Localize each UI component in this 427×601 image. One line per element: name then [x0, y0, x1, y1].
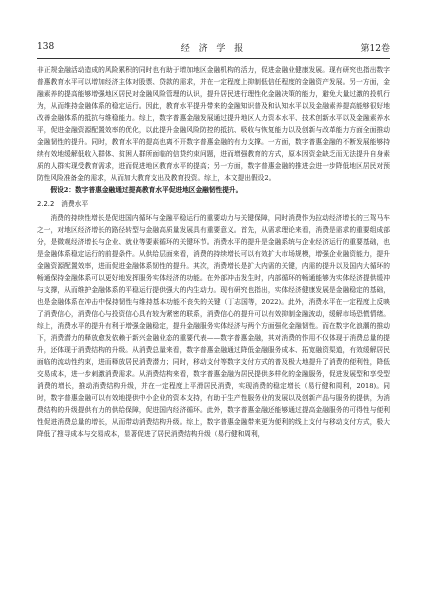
page-header [37, 39, 390, 59]
body-paragraph-1: 非正规金融活动造成的风险累积的同时也有助于增加地区金融机构的活力，促进金融业健康发展。现有研究也指出数字普惠教育水平可以增加经济主体对股票、贷款的需求，并在一定程度上抑制低信任程度的金融资产发展。另一方面，金融素养的提高能够增强地区居民对金融风险管理的认识，提升居民进行理性化金融决策的能力，避免大量过激的投机行为，从而维持金融体系的稳定运行。因此，教育水平提升带来的金融知识普及和认知水平以及金融素养提高能够很好地改善金融体系的抵抗与维稳能力。综上，数字普惠金融发展通过提升地区人力资本水平、技术创新水平以及金融素养水平，促进金融资源配置效率的优化，以此提升金融风险防控的抵抗、吸收与恢复能力以及创新与改革能力方面全面推动金融韧性的提升。同时，教育水平的提高也离不开数字普惠金融的有力支撑。一方面，数字普惠金融的不断发展能够持续有效地缓解低收入群体、贫困人群所面临的信贷约束问题，进而增强教育的方式，原本因资金缺乏而无法提升自身素质的人群实现受教育需求，进而促进地区教育水平的提高；另一方面，数字普惠金融的推进会进一步降低地区居民对预防性风险准备金的需求，从而加大教育支出及教育投资。综上，本文提出假设2。 [37, 66, 390, 182]
journal-title: 经 济 学 报 [180, 43, 247, 54]
body-paragraph-2: 消费的持续性增长是促进国内循环与金融平稳运行的重要动力与关键保障，同时消费作为拉动经济增长的三驾马车之一，对地区经济增长的路径转型与金融高质量发展具有重要意义。首先，从需求理论来看，消费是需求的重要组成部分，是微观经济增长与企业、就业等要素循环的关键环节。消费水平的提升是金融系统与企业经济运行的重要基础，也是金融体系稳定运行的前提条件。从供给层面来看，消费的持续增长可以有效扩大市场规模，增强企业融资能力，提升金融资源配置效率，进而促进金融体系韧性的提升。其次，消费增长是扩大内需的关键，内需的提升以及国内大循环的畅通保持金融体系可以更好地发挥服务实体经济的功能。在外部冲击发生时，内部循环的畅通能够为实体经济提供缓冲与支撑，从而维护金融体系的平稳运行提供强大的内生动力。现有研究也指出，实体经济健康发展是金融稳定的基础，也是金融体系在冲击中保持韧性与维持基本功能不丧失的关键（丁志国等，2022)。此外，消费水平在一定程度上反映了消费信心，消费信心与投资信心具有较为紧密的联系，消费信心的提升可以有效抑制金融波动，缓解市场恐慌情绪。综上，消费水平的提升有利于增强金融稳定，提升金融服务实体经济与两个方面强化金融韧性。而在数字化浪潮的推动下，消费潜力的释放愈发依赖于新兴金融业态的重要代表——数字普惠金融，其对消费的作用不仅体现于消费总量的提升，还体现于消费结构的升级。从消费总量来看，数字普惠金融通过降低金融服务成本、拓宽融资渠道，有效缓解居民面临的流动性约束，进而释放居民消费潜力；同时，移动支付等数字支付方式的普及极大地提升了消费的便利性，降低交易成本，进一步刺激消费需求。从消费结构来看，数字普惠金融为居民提供多样化的金融服务，促进发展型和享受型消费的增长，推动消费结构升级，并在一定程度上平滑居民消费，实现消费的稳定增长（易行健和周利，2018)。同时，数字普惠金融可以有效地提供中小企业的资本支持，有助于生产性服务业的发展以及创新产品与服务的提供，为消费结构的升级提供有力的供给保障，促进国内经济循环。此外，数字普惠金融还能够通过提高金融服务的可得性与便利性促进消费总量的增长，从而带动消费结构升级。综上，数字普惠金融带来更为便利的线上支付与移动支付方式，极大降低了搜寻成本与交易成本，显著促进了居民消费结构升级（易行健和周利， [37, 214, 390, 438]
article-body [37, 64, 390, 440]
subsection-heading: 2.2.2 消费水平 [37, 200, 89, 208]
volume-label: 第12卷 [360, 43, 390, 54]
page-number: 138 [37, 42, 55, 52]
hypothesis-2: 假设2：数字普惠金融通过提高教育水平促进地区金融韧性提升。 [50, 186, 243, 194]
